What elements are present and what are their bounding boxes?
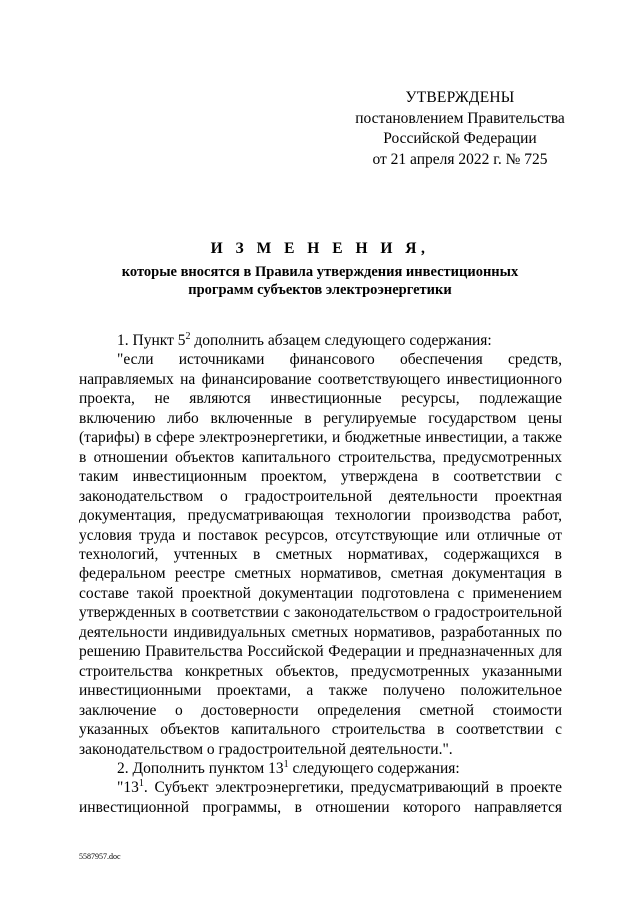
approval-line-2: Российской Федерации (383, 130, 537, 147)
item-2-heading (79, 759, 562, 778)
item-1-heading (79, 331, 562, 350)
item-1-suffix: дополнить абзацем следующего содержания: (190, 332, 492, 349)
item-1-quote: "если источниками финансового обеспечения средств, направляемых на финансирование соответствующего инвестиционного проекта, не являются инвестиционные ресурсы, подлежащие включению либо включенные в регулируемые государством цены (тарифы) в сфере электроэнергетики, и бюджетные инвестиции, а также в отношении объектов капитального строительства, предусмотренных таким инвестиционным проектом, утверждена в соответствии с законодательством о градостроительной деятельности проектная документация, предусматривающая технологии производства работ, условия труда и поставок ресурсов, отсутствующие или отличные от технологий, учтенных в сметных нормативах, содержащихся в федеральном реестре сметных нормативов, сметная документация в составе такой проектной документации подготовлена с применением утвержденных в соответствии с законодательством о градостроительной деятельности индивидуальных сметных нормативов, разработанных по решению Правительства Российской Федерации и предназначенных для строительства конкретных объектов, предусмотренных указанными инвестиционными проектами, а также получено положительное заключение о достоверности определения сметной стоимости указанных объектов капитального строительства в соответствии с законодательством о градостроительной деятельности.". (79, 351, 562, 758)
approval-line-1: постановлением Правительства (355, 109, 565, 127)
document-subtitle (100, 263, 540, 299)
item-1-prefix: 1. Пункт 5 (117, 332, 186, 349)
item-2-suffix: следующего содержания: (288, 759, 460, 777)
subtitle-line-2: программ субъектов электроэнергетики (188, 282, 452, 298)
quote-2-superscript: 1 (138, 778, 144, 790)
approval-block (330, 88, 590, 170)
quote-2-text: . Субъект электроэнергетики, предусматривающий в проекте инвестиционной программы, в отношении которого направляется (79, 779, 562, 816)
document-body (79, 331, 562, 817)
subtitle-line-1: которые вносятся в Правила утверждения инвестиционных (121, 264, 519, 280)
approval-heading: УТВЕРЖДЕНЫ (405, 89, 515, 106)
document-title: И З М Е Н Е Н И Я, (210, 240, 430, 257)
footer-filename: 5587957.doc (79, 852, 121, 861)
quote-2-prefix: "13 (117, 779, 139, 797)
item-2-quote (79, 778, 562, 817)
item-2-prefix: 2. Дополнить пунктом 13 (117, 759, 284, 777)
approval-line-3: от 21 апреля 2022 г. № 725 (372, 150, 548, 168)
item-1-superscript: 2 (185, 331, 191, 342)
item-2-superscript: 1 (283, 758, 289, 770)
